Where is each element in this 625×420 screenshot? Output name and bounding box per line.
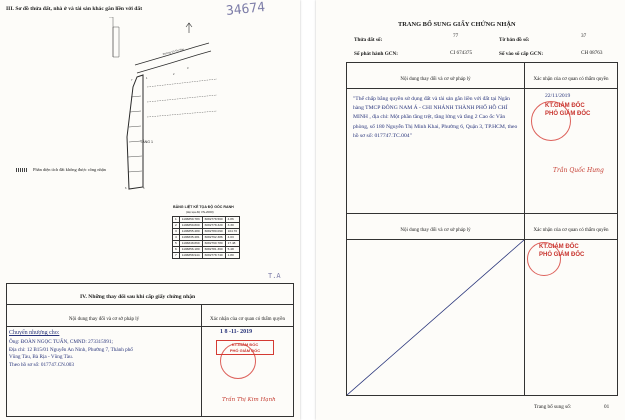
coord-cell: 5 — [173, 241, 180, 247]
confirm-role2: PHÓ GIÁM ĐỐC — [545, 111, 591, 117]
coord-table — [172, 216, 240, 259]
coord-cell: 3 — [173, 229, 180, 235]
svg-text:3: 3 — [187, 67, 189, 70]
coord-row — [173, 241, 240, 247]
certificate-page-left — [0, 0, 300, 420]
section-iii-title: III. Sơ đồ thửa đất, nhà ở và tài sản khác gắn liền với đất — [6, 6, 143, 12]
coord-cell: 6 — [173, 247, 180, 253]
svg-text:7: 7 — [131, 79, 133, 82]
parcel-no-value: 77 — [453, 33, 459, 39]
coord-cell: 1196855.480 — [179, 229, 202, 235]
coord-row — [173, 247, 240, 253]
svg-text:2: 2 — [173, 73, 175, 76]
col-confirm-header: Xác nhận của cơ quan có thẩm quyền — [210, 316, 285, 322]
mortgage-entry-text: "Thế chấp bằng quyền sử dụng đất và tài sản gắn liền với đất tại Ngân hàng TMCP ĐÔNG NAM Á - CHI NHÁNH THÀNH PHỐ HỒ CHÍ MINH , địa chỉ: Một phần tầng trệt, tầng lửng và tầng 2 Cao ốc Văn phòng, số 180 Nguyễn Thị Minh Khai, Phường 6, Quận 3, TP.HCM, theo hồ sơ số: 017747.TC.004" — [353, 96, 518, 139]
svg-text:1: 1 — [146, 77, 148, 80]
col-content-header: Nội dung thay đổi và cơ sở pháp lý — [68, 316, 140, 322]
handwritten-margin: T.A — [268, 272, 281, 280]
svg-text:Đường Võ Thị Sáu: Đường Võ Thị Sáu — [162, 47, 185, 56]
coord-cell: 4.86 — [225, 217, 239, 223]
lower-role2: PHÓ GIÁM ĐỐC — [539, 252, 585, 258]
parcel-no-label: Thửa đất số: — [354, 37, 383, 43]
coord-cell: 3.30 — [225, 223, 239, 229]
col-confirm-header: Xác nhận của cơ quan có thẩm quyền — [533, 76, 609, 82]
coord-cell: 5.48 — [225, 247, 239, 253]
coord-cell: 1196848.869 — [179, 241, 202, 247]
cancel-diagonal-line — [347, 240, 524, 395]
page-no-value: 01 — [604, 404, 610, 410]
coord-row — [173, 235, 240, 241]
role-line: PHÓ GIÁM ĐỐC — [229, 347, 261, 353]
gcn-serial-label: Số phát hành GCN: — [354, 51, 398, 57]
transfer-entry-line: Theo hồ sơ số: 017747.CN.003 — [9, 361, 74, 368]
transfer-entry-title: Chuyển nhượng cho: — [9, 330, 60, 336]
coord-cell: 1 — [173, 217, 180, 223]
svg-text:5: 5 — [143, 187, 145, 190]
official-seal — [531, 101, 571, 141]
coord-cell: 4.03 — [225, 235, 239, 241]
lower-col-content-header: Nội dung thay đổi và cơ sở pháp lý — [400, 227, 471, 233]
coord-cell: 1196859.800 — [179, 223, 202, 229]
confirm-role: KT.GIÁM ĐỐC — [545, 103, 585, 109]
floor-label: TẦNG 1 — [140, 140, 153, 144]
gcn-serial-value: CI 674375 — [450, 50, 473, 56]
col-content-header: Nội dung thay đổi và cơ sở pháp lý — [400, 76, 471, 82]
official-seal — [527, 242, 561, 276]
changes-table — [346, 62, 618, 396]
coord-cell: 1196859.783 — [179, 217, 202, 223]
coord-cell: 6082781.360 — [202, 247, 225, 253]
registry-label: Số vào sổ cấp GCN: — [499, 51, 544, 57]
legend-text: Phần diện tích đất không được công nhận — [33, 167, 106, 172]
coord-cell: 6082780.090 — [202, 229, 225, 235]
lower-role: KT.GIÁM ĐỐC — [539, 244, 579, 250]
confirm-signer: Trần Quốc Hưng — [553, 167, 604, 174]
coord-row — [173, 223, 240, 229]
coord-row — [173, 253, 240, 259]
transfer-entry-line: Ông: ĐOÀN NGỌC TUẤN, CMND: 273315991; — [9, 339, 113, 345]
coord-row — [173, 217, 240, 223]
transfer-entry-line: Vũng Tàu, Bà Rịa - Vũng Tàu. — [9, 354, 73, 361]
registry-value: CH 08763 — [581, 50, 603, 56]
legend-hatch-swatch — [16, 168, 28, 172]
map-sheet-value: 37 — [581, 33, 587, 39]
section-iv-table — [6, 283, 294, 417]
transfer-entry-body — [9, 339, 133, 369]
coord-table-subtitle: (Hệ tọa độ VN-2000) — [186, 210, 214, 214]
coord-cell: 1196835.481 — [179, 235, 202, 241]
coord-cell: 1.80 — [225, 253, 239, 259]
coord-cell: 6082778.560 — [202, 217, 225, 223]
confirm-date: 22/11/2019 — [545, 93, 571, 99]
section-iv-title: IV. Những thay đổi sau khi cấp giấy chứng nhận — [80, 294, 196, 300]
parcel-map-drawing — [107, 17, 220, 200]
page-no-label: Trang bổ sung số: — [534, 404, 572, 410]
official-seal — [220, 343, 256, 379]
coord-cell: 6082790.780 — [202, 241, 225, 247]
coord-cell: 6082778.740 — [202, 253, 225, 259]
coord-cell: 1196858.944 — [179, 253, 202, 259]
certificate-page-right — [316, 0, 625, 420]
coord-cell: 2 — [173, 223, 180, 229]
role-line: KT.GIÁM ĐỐC — [231, 342, 259, 347]
coord-row — [173, 229, 240, 235]
coord-cell: 104.70 — [225, 229, 239, 235]
transfer-date: 1 8 -11- 2019 — [220, 329, 253, 335]
coord-cell: 6082778.320 — [202, 223, 225, 229]
svg-text:6: 6 — [125, 187, 127, 190]
signer-name: Trần Thị Kim Hạnh — [222, 397, 276, 403]
handwritten-number: 34674 — [225, 0, 266, 20]
supplement-page-title: TRANG BỔ SUNG GIẤY CHỨNG NHẬN — [398, 21, 516, 28]
coord-cell: 1196856.180 — [179, 247, 202, 253]
coord-cell: 7 — [173, 253, 180, 259]
coord-cell: 17.48 — [225, 241, 239, 247]
coord-table-title: BẢNG LIỆT KÊ TỌA ĐỘ GÓC RANH — [173, 205, 234, 209]
transfer-entry-line: Địa chỉ: 12 B15/01 Nguyễn An Ninh, Phường 7, Thành phố — [9, 346, 133, 353]
map-sheet-label: Tờ bản đồ số: — [499, 37, 530, 43]
lower-col-confirm-header: Xác nhận của cơ quan có thẩm quyền — [533, 227, 609, 233]
coord-cell: 6082792.386 — [202, 235, 225, 241]
coord-cell: 4 — [173, 235, 180, 241]
